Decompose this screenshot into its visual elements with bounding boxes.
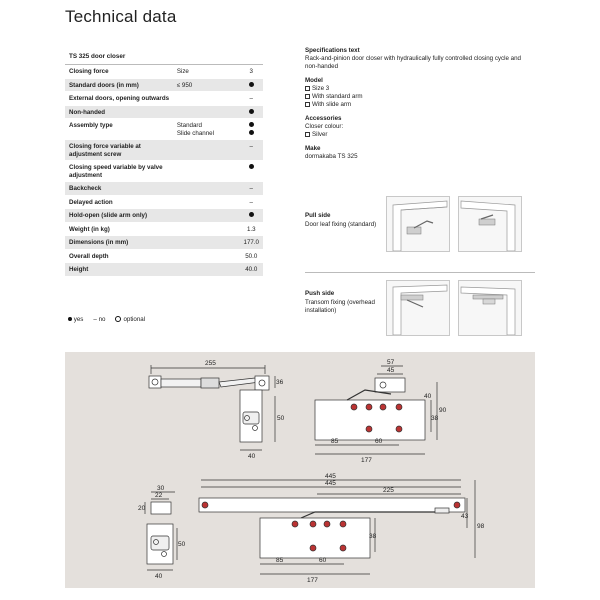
row-value: – — [249, 185, 253, 192]
row-value: 40.0 — [245, 266, 258, 273]
dot-icon — [68, 317, 72, 321]
row-detail — [173, 236, 240, 241]
dim-40: 40 — [248, 453, 256, 460]
dim-57: 57 — [387, 359, 395, 366]
dim-177b: 177 — [307, 577, 318, 584]
row-detail — [173, 250, 240, 255]
closer-colour-label: Closer colour: — [305, 123, 344, 130]
door-frame-illustration — [459, 281, 521, 335]
row-label: External doors, opening outwards — [69, 95, 170, 102]
yes-dot-icon — [249, 109, 254, 114]
yes-dot-icon — [249, 130, 254, 135]
dim-98: 98 — [477, 523, 485, 530]
dim-22: 22 — [155, 492, 163, 499]
row-label: Standard doors (in mm) — [69, 81, 139, 89]
dim-225: 225 — [383, 487, 394, 494]
row-detail — [173, 92, 240, 97]
model-item: With standard arm — [305, 93, 535, 101]
push-side-text: Transom fixing (overhead installation) — [305, 299, 375, 314]
dim-60: 60 — [375, 438, 383, 445]
yes-dot-icon — [249, 212, 254, 217]
model-item: Size 3 — [305, 85, 535, 93]
row-detail — [173, 263, 240, 268]
dim-50: 50 — [277, 415, 285, 422]
table-row — [65, 140, 263, 161]
table-row — [65, 182, 263, 196]
accessories-heading: Accessories — [305, 115, 342, 122]
colour-item: Silver — [305, 131, 535, 139]
table-row — [65, 196, 263, 210]
legend-optional: optional — [115, 316, 145, 323]
divider — [305, 272, 535, 273]
row-value — [240, 106, 264, 119]
dim-40c: 40 — [155, 573, 163, 580]
make-text: dormakaba TS 325 — [305, 153, 358, 160]
spec-text-heading: Specifications text — [305, 47, 360, 54]
table-row — [65, 65, 263, 79]
specification-panel — [305, 47, 535, 167]
checkbox-icon — [305, 86, 310, 91]
row-label: Non-handed — [69, 108, 106, 116]
row-label: Closing force — [69, 68, 109, 75]
push-side-heading: Push side — [305, 290, 335, 297]
row-value: 177.0 — [243, 239, 259, 246]
dim-60b: 60 — [319, 557, 327, 564]
row-value — [240, 209, 264, 222]
table-row — [65, 119, 263, 140]
row-detail — [173, 223, 240, 228]
pull-side-heading: Pull side — [305, 212, 331, 219]
table-row — [65, 223, 263, 237]
row-value: 1.3 — [246, 225, 256, 233]
make-heading: Make — [305, 145, 321, 152]
checkbox-icon — [305, 102, 310, 107]
yes-dot-icon — [249, 82, 254, 87]
row-value — [240, 161, 264, 174]
dim-30: 30 — [157, 485, 165, 492]
table-row — [65, 209, 263, 223]
door-frame-illustration — [387, 281, 449, 335]
row-label: Closing speed variable by valve adjustment — [69, 164, 163, 179]
row-label: Hold-open (slide arm only) — [69, 212, 148, 219]
row-value: – — [249, 143, 253, 150]
dim-85b: 85 — [276, 557, 284, 564]
row-value: 50.0 — [245, 252, 258, 260]
table-row — [65, 263, 263, 277]
row-label: Backcheck — [69, 185, 102, 192]
pull-side-image-2 — [458, 196, 522, 252]
door-frame-illustration — [387, 197, 449, 251]
yes-dot-icon — [249, 122, 254, 127]
technical-data-table — [65, 47, 263, 277]
row-detail — [173, 196, 240, 201]
row-detail — [173, 209, 240, 214]
dim-177: 177 — [361, 457, 372, 464]
row-value — [240, 79, 264, 92]
table-row — [65, 106, 263, 120]
row-value — [240, 119, 264, 139]
row-detail: Size — [176, 68, 189, 75]
model-item: With slide arm — [305, 101, 535, 109]
push-side-image-2 — [458, 280, 522, 336]
pull-side-text: Door leaf fixing (standard) — [305, 221, 377, 228]
dim-90: 90 — [439, 407, 447, 414]
row-detail: ≤ 950 — [176, 81, 193, 89]
legend-no: – no — [93, 316, 106, 323]
row-detail — [173, 106, 240, 111]
table-row — [65, 236, 263, 250]
door-frame-illustration — [459, 197, 521, 251]
table-row — [65, 92, 263, 106]
dim-85: 85 — [331, 438, 339, 445]
legend — [68, 316, 145, 323]
dim-255: 255 — [205, 360, 216, 367]
row-detail: Standard Slide channel — [176, 122, 214, 137]
dim-50b: 50 — [178, 541, 186, 548]
spec-text: Rack-and-pinion door closer with hydraulically fully controlled closing cycle and non-handed — [305, 55, 521, 70]
row-label: Delayed action — [69, 198, 113, 206]
checkbox-icon — [305, 94, 310, 99]
row-label: Assembly type — [69, 122, 113, 129]
dim-20: 20 — [138, 505, 146, 512]
table-row — [65, 79, 263, 93]
row-value: 3 — [249, 68, 253, 75]
push-side-image-1 — [386, 280, 450, 336]
table-row — [65, 161, 263, 182]
row-label: Weight (in kg) — [69, 225, 110, 233]
table-heading: TS 325 door closer — [65, 47, 263, 65]
yes-dot-icon — [249, 164, 254, 169]
push-side-block — [305, 290, 377, 315]
ring-icon — [115, 316, 121, 322]
page-title: Technical data — [65, 7, 177, 26]
row-value: – — [249, 95, 253, 102]
dim-36: 36 — [276, 379, 284, 386]
dimension-drawing-svg — [65, 352, 535, 588]
dim-43: 43 — [461, 513, 469, 520]
row-label: Dimensions (in mm) — [69, 239, 129, 246]
table-rows — [65, 65, 263, 277]
dimension-drawing — [65, 352, 535, 588]
row-label: Overall depth — [69, 252, 109, 260]
dim-435: 445 — [325, 480, 336, 487]
pull-side-image-1 — [386, 196, 450, 252]
model-heading: Model — [305, 77, 323, 84]
dim-38: 38 — [431, 415, 439, 422]
row-value: – — [249, 198, 253, 206]
legend-yes: yes — [68, 316, 83, 323]
row-detail — [173, 182, 240, 187]
pull-side-block — [305, 212, 377, 229]
dim-38b: 38 — [369, 533, 377, 540]
checkbox-icon — [305, 132, 310, 137]
dim-445: 445 — [325, 473, 336, 480]
dim-45: 45 — [387, 367, 395, 374]
table-row — [65, 250, 263, 264]
row-label: Closing force variable at adjustment screw — [69, 143, 141, 158]
row-detail — [173, 161, 240, 166]
dim-40b: 40 — [424, 393, 432, 400]
row-detail — [173, 140, 240, 145]
row-label: Height — [69, 266, 89, 273]
